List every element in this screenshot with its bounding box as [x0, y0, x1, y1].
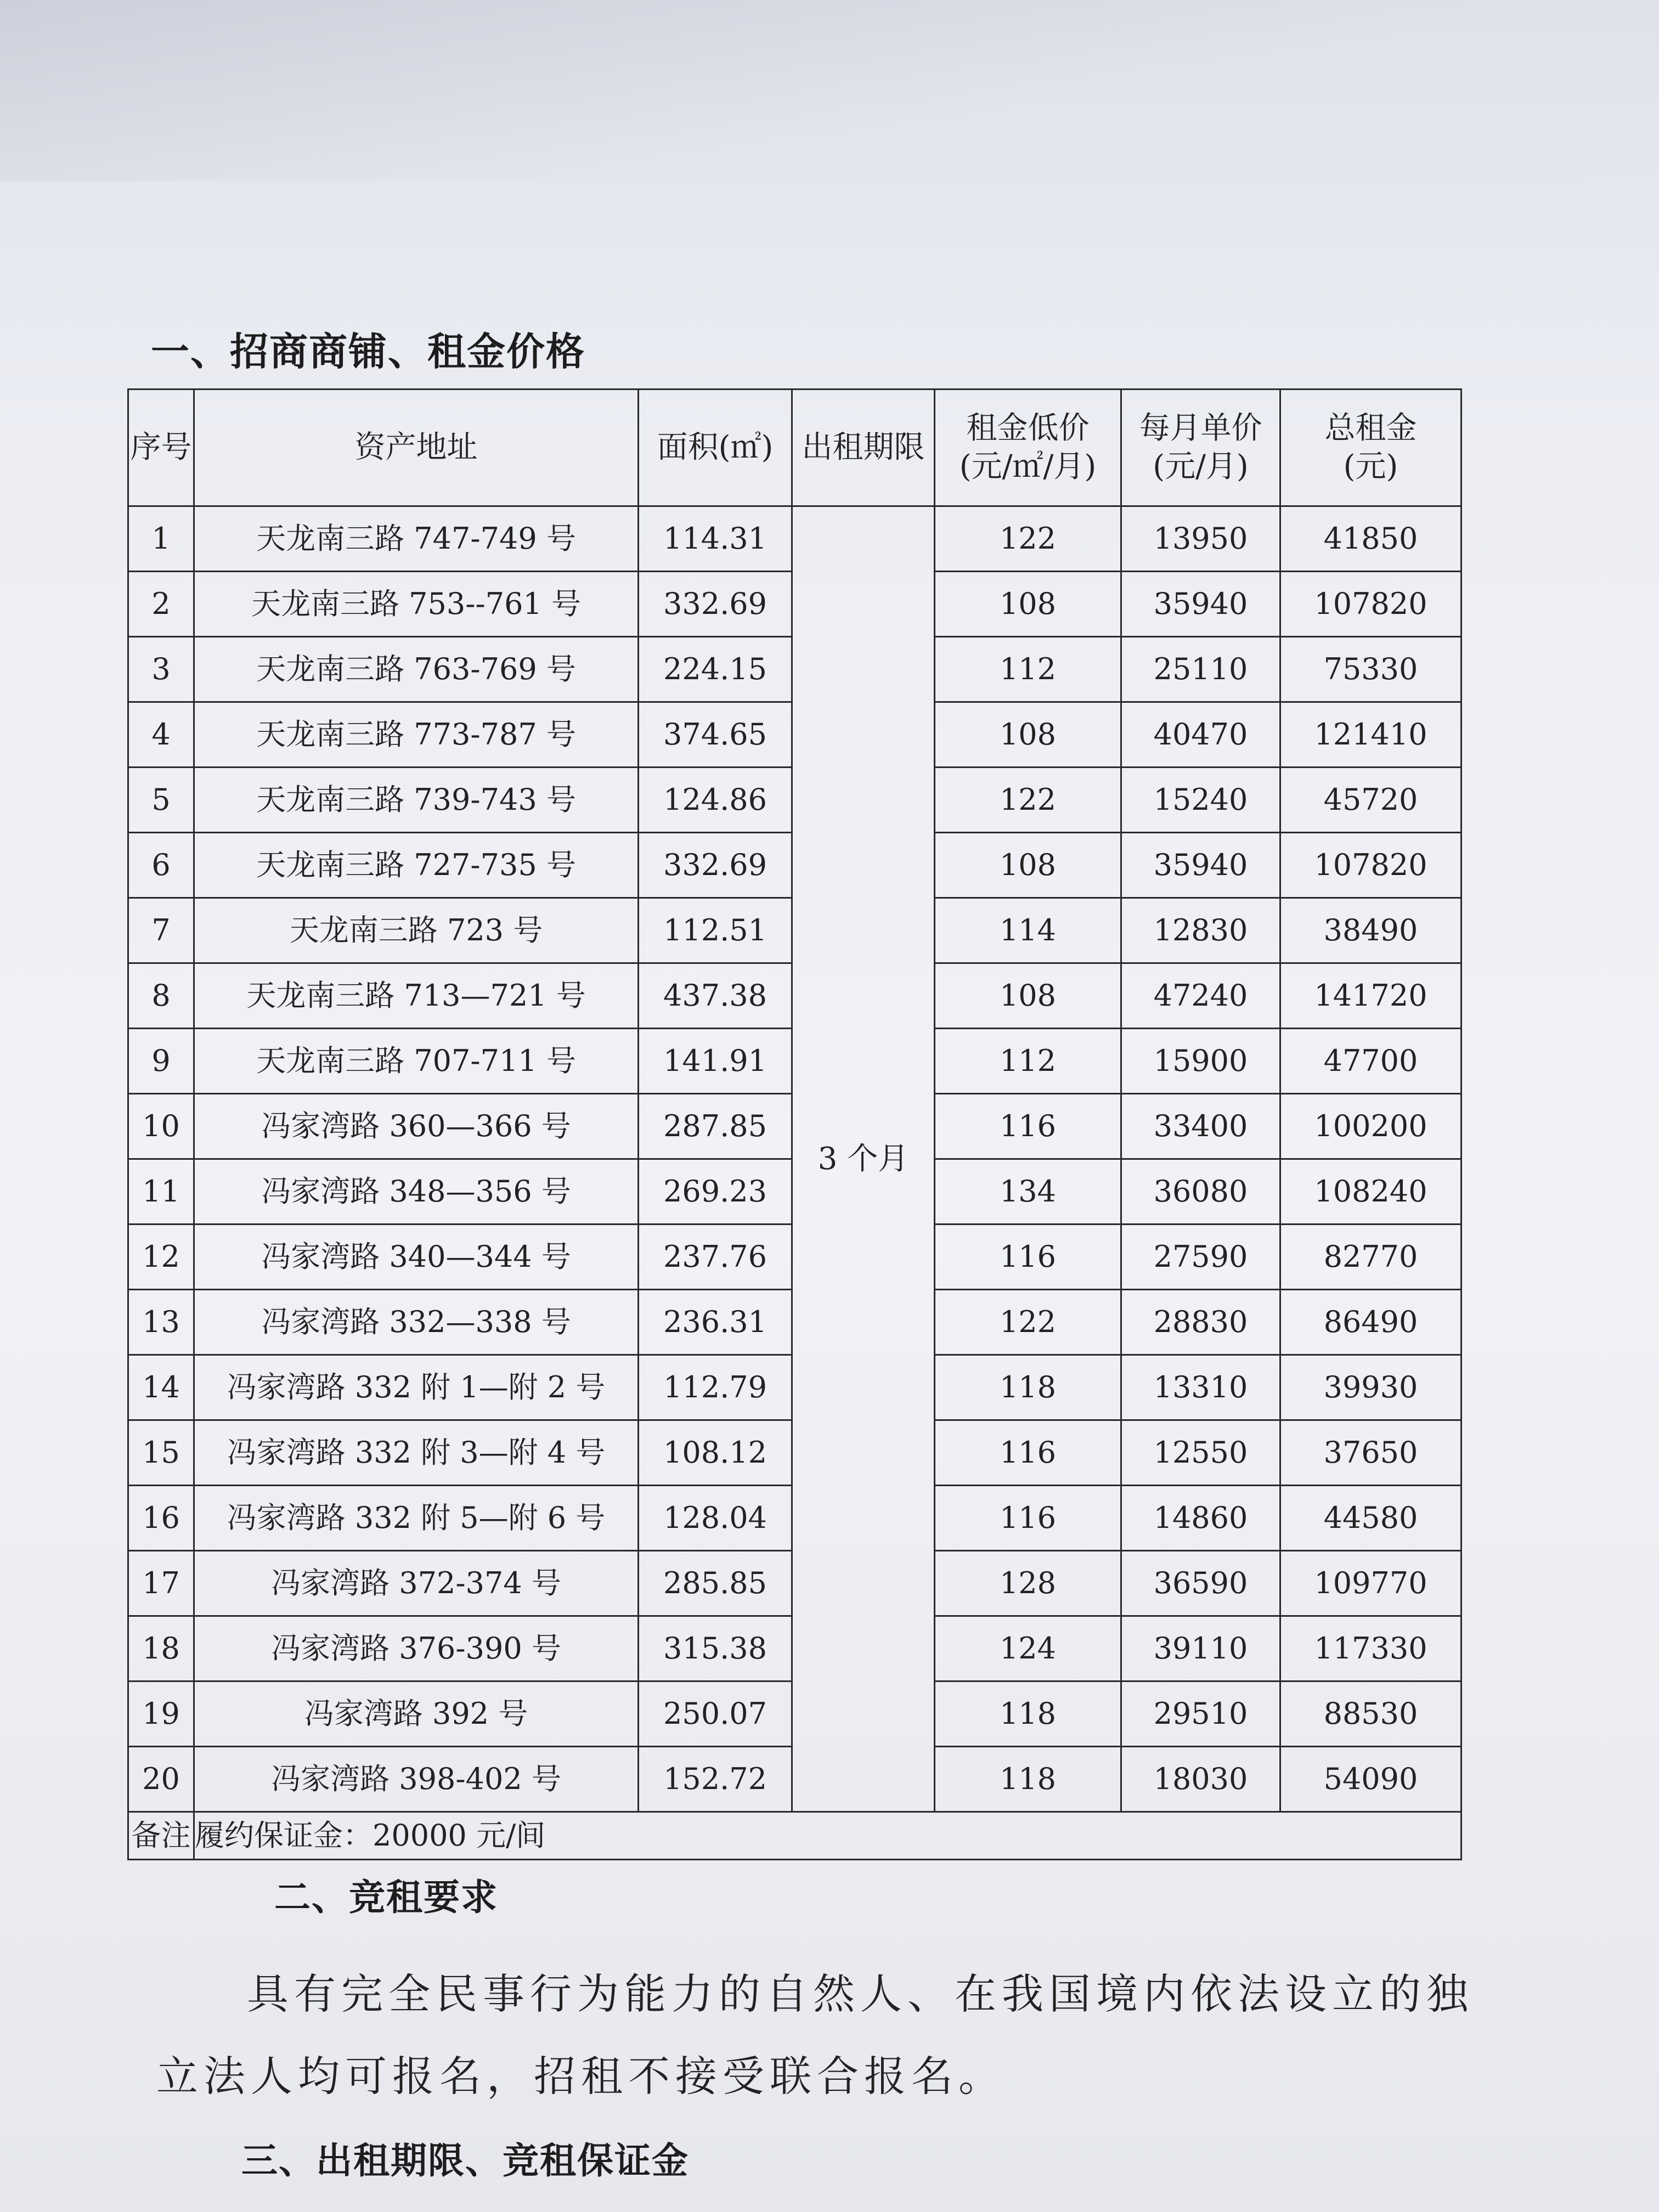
row-total: 54090	[1280, 1747, 1462, 1812]
row-total: 86490	[1280, 1290, 1462, 1355]
row-area: 374.65	[639, 702, 792, 768]
row-monthly: 13950	[1121, 506, 1280, 572]
row-base-price: 124	[935, 1616, 1121, 1681]
row-base-price: 108	[935, 833, 1121, 898]
row-total: 117330	[1280, 1616, 1462, 1681]
row-total: 141720	[1280, 963, 1462, 1029]
row-monthly: 36080	[1121, 1159, 1280, 1224]
row-monthly: 14860	[1121, 1486, 1280, 1551]
row-total: 107820	[1280, 833, 1462, 898]
row-monthly: 15240	[1121, 768, 1280, 833]
row-base-price: 108	[935, 963, 1121, 1029]
row-no: 14	[128, 1355, 194, 1420]
row-no: 3	[128, 637, 194, 702]
row-monthly: 18030	[1121, 1747, 1280, 1812]
row-area: 112.79	[639, 1355, 792, 1420]
note-label: 备注	[128, 1812, 194, 1860]
row-no: 18	[128, 1616, 194, 1681]
row-base-price: 114	[935, 898, 1121, 963]
row-no: 13	[128, 1290, 194, 1355]
row-no: 1	[128, 506, 194, 572]
note-row	[128, 1812, 1462, 1860]
row-base-price: 112	[935, 637, 1121, 702]
row-address: 冯家湾路 392 号	[194, 1681, 639, 1747]
row-total: 107820	[1280, 572, 1462, 637]
row-address: 冯家湾路 340—344 号	[194, 1224, 639, 1290]
row-monthly: 25110	[1121, 637, 1280, 702]
row-total: 44580	[1280, 1486, 1462, 1551]
row-total: 108240	[1280, 1159, 1462, 1224]
row-no: 12	[128, 1224, 194, 1290]
row-total: 109770	[1280, 1551, 1462, 1616]
row-no: 17	[128, 1551, 194, 1616]
row-address: 冯家湾路 332 附 5—附 6 号	[194, 1486, 639, 1551]
row-address: 冯家湾路 376-390 号	[194, 1616, 639, 1681]
row-no: 10	[128, 1094, 194, 1159]
row-base-price: 116	[935, 1420, 1121, 1486]
row-total: 45720	[1280, 768, 1462, 833]
table-row	[128, 506, 1462, 572]
row-total: 100200	[1280, 1094, 1462, 1159]
row-area: 285.85	[639, 1551, 792, 1616]
row-monthly: 12550	[1121, 1420, 1280, 1486]
row-no: 6	[128, 833, 194, 898]
header-total-line2: (元)	[1343, 449, 1398, 484]
note-text: 履约保证金：20000 元/间	[194, 1812, 1462, 1860]
row-monthly: 27590	[1121, 1224, 1280, 1290]
row-base-price: 118	[935, 1747, 1121, 1812]
row-base-price: 128	[935, 1551, 1121, 1616]
row-no: 8	[128, 963, 194, 1029]
row-total: 37650	[1280, 1420, 1462, 1486]
row-monthly: 29510	[1121, 1681, 1280, 1747]
row-total: 121410	[1280, 702, 1462, 768]
row-monthly: 36590	[1121, 1551, 1280, 1616]
row-base-price: 118	[935, 1681, 1121, 1747]
row-area: 108.12	[639, 1420, 792, 1486]
row-address: 天龙南三路 713—721 号	[194, 963, 639, 1029]
header-total-line1: 总租金	[1324, 410, 1417, 446]
row-no: 2	[128, 572, 194, 637]
row-no: 20	[128, 1747, 194, 1812]
header-base-price	[935, 390, 1121, 506]
row-area: 437.38	[639, 963, 792, 1029]
row-address: 天龙南三路 747-749 号	[194, 506, 639, 572]
row-no: 16	[128, 1486, 194, 1551]
row-area: 224.15	[639, 637, 792, 702]
row-monthly: 40470	[1121, 702, 1280, 768]
row-base-price: 116	[935, 1094, 1121, 1159]
row-total: 47700	[1280, 1029, 1462, 1094]
row-address: 冯家湾路 332 附 3—附 4 号	[194, 1420, 639, 1486]
row-area: 332.69	[639, 572, 792, 637]
row-address: 天龙南三路 707-711 号	[194, 1029, 639, 1094]
section-2-paragraph: 具有完全民事行为能力的自然人、在我国境内依法设立的独立法人均可报名，招租不接受联合报名。	[156, 1970, 1474, 2101]
row-base-price: 116	[935, 1224, 1121, 1290]
row-area: 269.23	[639, 1159, 792, 1224]
row-address: 天龙南三路 763-769 号	[194, 637, 639, 702]
row-monthly: 28830	[1121, 1290, 1280, 1355]
section-2-title: 二、竞租要求	[274, 1876, 498, 1918]
row-area: 237.76	[639, 1224, 792, 1290]
row-address: 天龙南三路 773-787 号	[194, 702, 639, 768]
row-base-price: 108	[935, 572, 1121, 637]
header-base-price-line2: (元/㎡/月)	[959, 449, 1097, 484]
row-base-price: 112	[935, 1029, 1121, 1094]
row-total: 88530	[1280, 1681, 1462, 1747]
header-monthly	[1121, 390, 1280, 506]
row-base-price: 134	[935, 1159, 1121, 1224]
row-base-price: 122	[935, 768, 1121, 833]
row-address: 天龙南三路 753--761 号	[194, 572, 639, 637]
row-area: 128.04	[639, 1486, 792, 1551]
row-address: 冯家湾路 348—356 号	[194, 1159, 639, 1224]
table-header-row	[128, 390, 1462, 506]
row-area: 250.07	[639, 1681, 792, 1747]
row-area: 114.31	[639, 506, 792, 572]
row-base-price: 122	[935, 506, 1121, 572]
row-total: 39930	[1280, 1355, 1462, 1420]
section-3-title: 三、出租期限、竞租保证金	[241, 2140, 689, 2182]
row-base-price: 116	[935, 1486, 1121, 1551]
row-address: 天龙南三路 723 号	[194, 898, 639, 963]
row-area: 332.69	[639, 833, 792, 898]
paper-fold-shadow	[0, 0, 1659, 181]
header-no: 序号	[128, 390, 194, 506]
row-monthly: 35940	[1121, 833, 1280, 898]
row-address: 冯家湾路 332 附 1—附 2 号	[194, 1355, 639, 1420]
header-base-price-line1: 租金低价	[966, 410, 1090, 446]
header-address: 资产地址	[194, 390, 639, 506]
row-monthly: 13310	[1121, 1355, 1280, 1420]
rent-price-table	[127, 388, 1462, 1860]
row-total: 75330	[1280, 637, 1462, 702]
row-no: 9	[128, 1029, 194, 1094]
row-base-price: 118	[935, 1355, 1121, 1420]
row-address: 天龙南三路 739-743 号	[194, 768, 639, 833]
row-address: 冯家湾路 398-402 号	[194, 1747, 639, 1812]
row-address: 冯家湾路 372-374 号	[194, 1551, 639, 1616]
header-term: 出租期限	[792, 390, 935, 506]
row-area: 236.31	[639, 1290, 792, 1355]
section-1-title: 一、招商商铺、租金价格	[151, 329, 585, 374]
row-total: 41850	[1280, 506, 1462, 572]
row-monthly: 47240	[1121, 963, 1280, 1029]
row-monthly: 35940	[1121, 572, 1280, 637]
header-area: 面积(㎡)	[639, 390, 792, 506]
row-total: 82770	[1280, 1224, 1462, 1290]
row-area: 124.86	[639, 768, 792, 833]
row-address: 天龙南三路 727-735 号	[194, 833, 639, 898]
header-monthly-line1: 每月单价	[1139, 410, 1262, 446]
row-no: 4	[128, 702, 194, 768]
row-monthly: 33400	[1121, 1094, 1280, 1159]
row-no: 7	[128, 898, 194, 963]
row-total: 38490	[1280, 898, 1462, 963]
term-value: 3 个月	[792, 506, 935, 1812]
row-base-price: 122	[935, 1290, 1121, 1355]
row-monthly: 12830	[1121, 898, 1280, 963]
row-monthly: 15900	[1121, 1029, 1280, 1094]
row-monthly: 39110	[1121, 1616, 1280, 1681]
row-address: 冯家湾路 332—338 号	[194, 1290, 639, 1355]
row-address: 冯家湾路 360—366 号	[194, 1094, 639, 1159]
row-no: 5	[128, 768, 194, 833]
row-no: 15	[128, 1420, 194, 1486]
row-area: 287.85	[639, 1094, 792, 1159]
row-area: 152.72	[639, 1747, 792, 1812]
row-base-price: 108	[935, 702, 1121, 768]
row-no: 19	[128, 1681, 194, 1747]
row-area: 141.91	[639, 1029, 792, 1094]
header-total	[1280, 390, 1462, 506]
row-area: 112.51	[639, 898, 792, 963]
header-monthly-line2: (元/月)	[1153, 449, 1249, 484]
row-no: 11	[128, 1159, 194, 1224]
row-area: 315.38	[639, 1616, 792, 1681]
